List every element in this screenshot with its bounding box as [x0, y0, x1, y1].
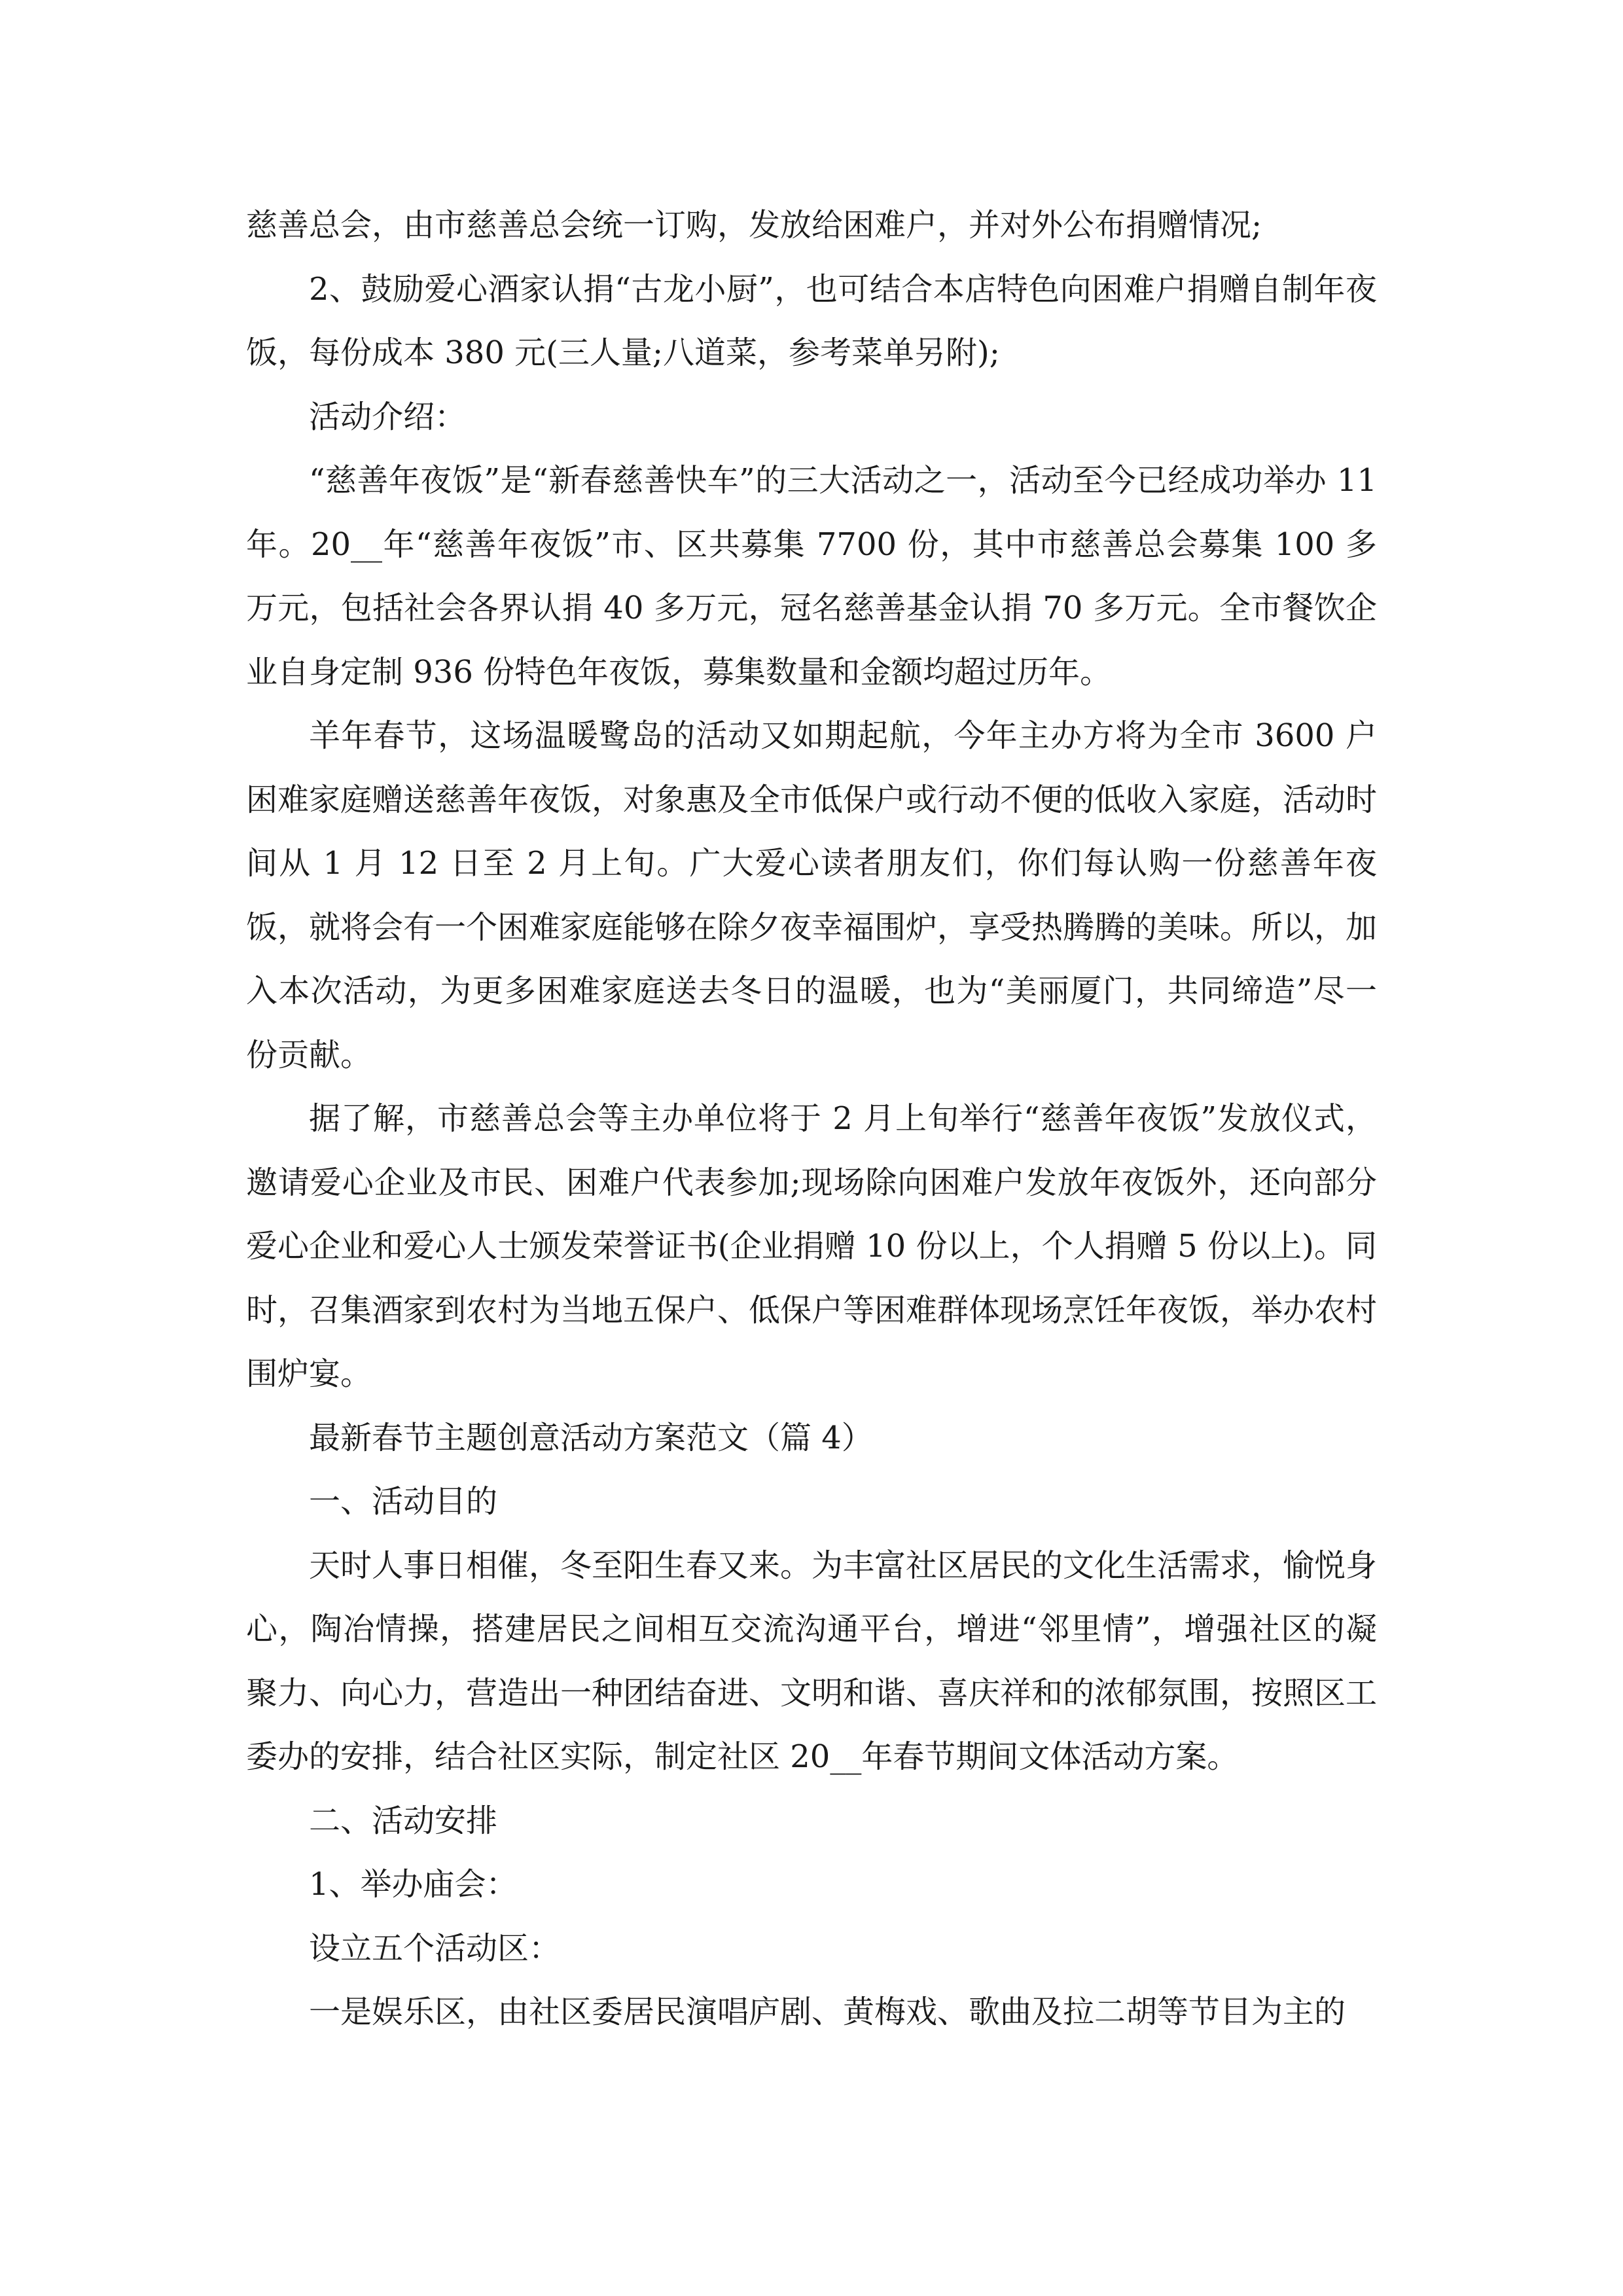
article-title-part-4: 最新春节主题创意活动方案范文（篇 4） — [309, 1419, 873, 1456]
section-label-activity-intro: 活动介绍： — [309, 398, 467, 435]
paragraph-entertainment-zone: 一是娱乐区，由社区委居民演唱庐剧、黄梅戏、歌曲及拉二胡等节目为主的 — [309, 1994, 1346, 2030]
subsection-five-zones: 设立五个活动区： — [309, 1929, 561, 1967]
section-heading-arrangement: 二、活动安排 — [309, 1802, 498, 1839]
section-heading-purpose: 一、活动目的 — [309, 1483, 498, 1520]
paragraph-ceremony: 据了解，市慈善总会等主办单位将于 2 月上旬举行“慈善年夜饭”发放仪式，邀请爱心企业及市民、困难户代表参加;现场除向困难户发放年夜饭外，还向部分爱心企业和爱心人士颁发荣誉证书(企业捐赠 10 份以上，个人捐赠 5 份以上)。同时，召集酒家到农村为当地五保户、低保户等困难群体现场烹饪年夜饭，举办农村围炉宴。 — [246, 1100, 1378, 1392]
subsection-temple-fair: 1、举办庙会： — [309, 1866, 518, 1903]
paragraph-activity-history: “慈善年夜饭”是“新春慈善快车”的三大活动之一，活动至今已经成功举办 11 年。20__年“慈善年夜饭”市、区共募集 7700 份，其中市慈善总会募集 100 多万元，包括社会各界认捐 40 多万元，冠名慈善基金认捐 70 多万元。全市餐饮企业自身定制 936 份特色年夜饭，募集数量和金额均超过历年。 — [246, 462, 1377, 691]
paragraph-purpose: 天时人事日相催，冬至阳生春又来。为丰富社区居民的文化生活需求，愉悦身心，陶冶情操，搭建居民之间相互交流沟通平台，增进“邻里情”，增强社区的凝聚力、向心力，营造出一种团结奋进、文明和谐、喜庆祥和的浓郁氛围，按照区工委办的安排，结合社区实际，制定社区 20__年春节期间文体活动方案。 — [246, 1547, 1378, 1775]
paragraph-continuation: 慈善总会，由市慈善总会统一订购，发放给困难户，并对外公布捐赠情况; — [246, 207, 1262, 243]
paragraph-spring-festival: 羊年春节，这场温暖鹭岛的活动又如期起航，今年主办方将为全市 3600 户困难家庭赠送慈善年夜饭，对象惠及全市低保户或行动不便的低收入家庭，活动时间从 1 月 12 日至 2 月上旬。广大爱心读者朋友们，你们每认购一份慈善年夜饭，就将会有一个困难家庭能够在除夕夜幸福围炉，享受热腾腾的美味。所以，加入本次活动，为更多困难家庭送去冬日的温暖，也为“美丽厦门，共同缔造”尽一份贡献。 — [246, 717, 1378, 1073]
paragraph-item-2: 2、鼓励爱心酒家认捐“古龙小厨”，也可结合本店特色向困难户捐赠自制年夜饭，每份成本 380 元(三人量;八道菜，参考菜单另附); — [246, 270, 1377, 371]
document-body — [246, 194, 1377, 2045]
